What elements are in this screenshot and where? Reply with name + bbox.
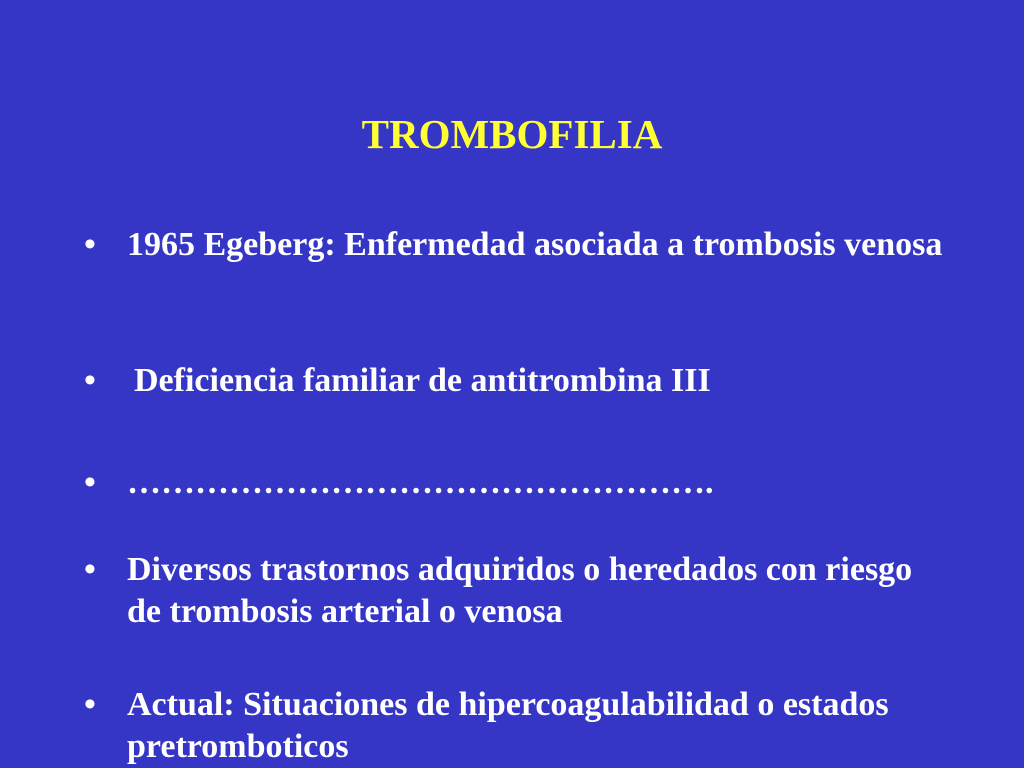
bullet-icon: • <box>84 686 96 723</box>
slide-title: TROMBOFILIA <box>361 111 663 157</box>
list-item <box>84 684 954 768</box>
bullet-icon: • <box>84 464 96 501</box>
list-item <box>84 224 954 266</box>
list-item <box>84 360 954 402</box>
bullet-icon: • <box>84 226 96 263</box>
list-item-text: 1965 Egeberg: Enfermedad asociada a trombosis venosa <box>127 226 943 263</box>
bullet-icon: • <box>84 551 96 588</box>
list-item-text: Diversos trastornos adquiridos o heredados con riesgo de trombosis arterial o venosa <box>127 551 913 630</box>
list-item-text: Deficiencia familiar de antitrombina III <box>134 362 711 399</box>
list-item <box>84 462 954 504</box>
list-item <box>84 549 954 633</box>
bullet-icon: • <box>84 362 96 399</box>
list-item-text: ……………………………………………. <box>127 464 714 501</box>
list-item-text: Actual: Situaciones de hipercoagulabilidad o estados pretromboticos <box>127 686 889 765</box>
